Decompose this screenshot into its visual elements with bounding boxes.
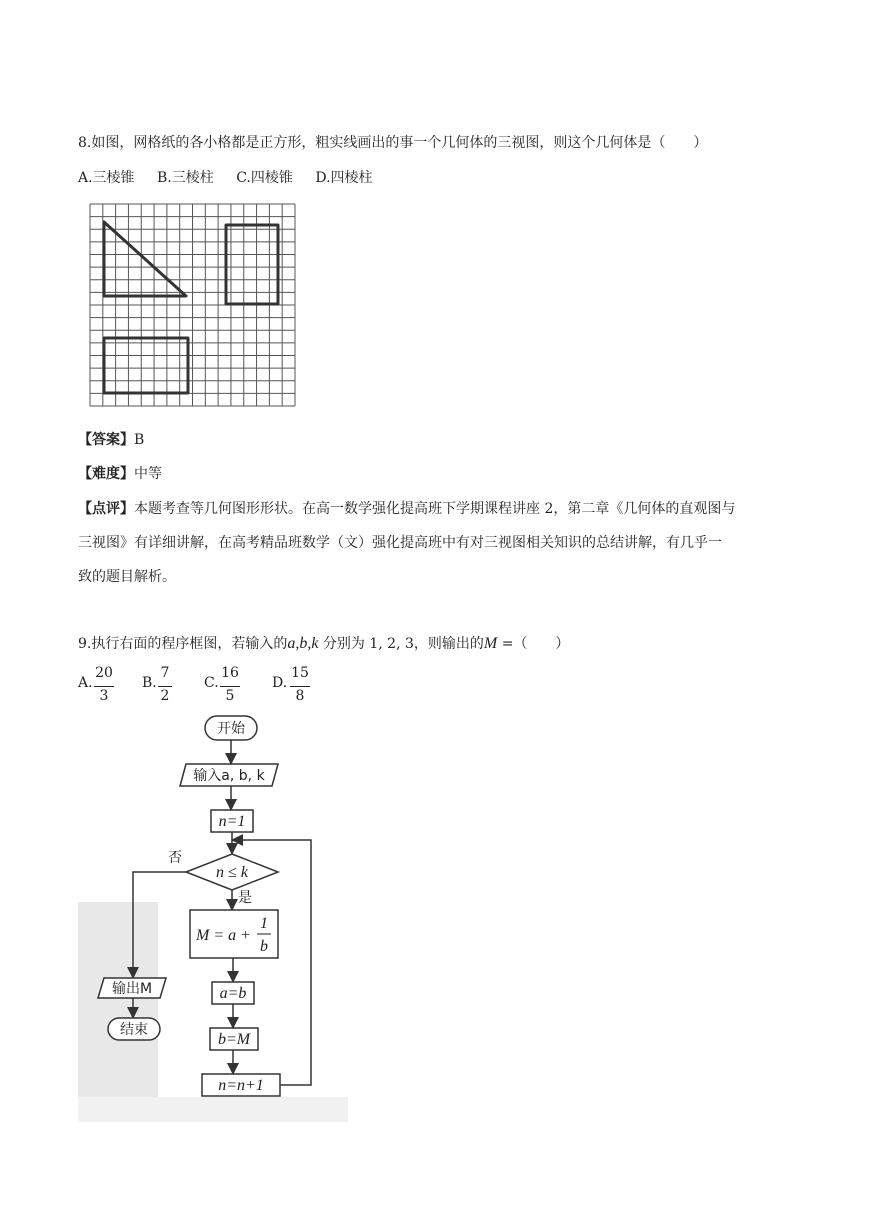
flow-output-text: 输出M <box>111 981 153 997</box>
q8-answer-line <box>78 430 144 450</box>
q8-option-a: A.三棱锥 <box>78 170 135 186</box>
flow-init-text: n=1 <box>218 813 246 830</box>
scanned-gray-patch <box>78 902 158 1107</box>
option-label: B. <box>142 675 157 691</box>
q8-comment-line2: 三视图》有详细讲解，在高考精品班数学（文）强化提高班中有对三视图相关知识的总结讲解，有几乎一 <box>78 535 722 551</box>
option-numerator: 7 <box>160 665 170 681</box>
flow-assign-b-text: b=M <box>217 1031 251 1048</box>
option-denominator: 8 <box>295 688 305 704</box>
option-denominator: 5 <box>225 688 235 704</box>
option-numerator: 20 <box>95 665 113 681</box>
q9-stem-mid: 分别为 1, 2, 3，则输出的 <box>322 636 484 652</box>
flow-assign-m-num: 1 <box>260 915 268 932</box>
top-view-rectangle <box>104 338 188 393</box>
option-label: A. <box>78 675 93 691</box>
three-view-grid-figure <box>86 200 311 412</box>
answer-value: B <box>134 432 145 448</box>
q8-comment-line3: 致的题目解析。 <box>78 569 176 585</box>
flow-assign-m-text: M = a + <box>196 927 251 944</box>
flow-assign-a-text: a=b <box>219 985 247 1002</box>
q9-option-b <box>142 665 182 705</box>
option-denominator: 2 <box>160 688 170 704</box>
q9-stem <box>78 634 569 654</box>
q8-options <box>78 168 391 188</box>
q9-option-d <box>272 665 312 705</box>
fraction-bar <box>290 686 310 687</box>
comment-text-1: 本题考查等几何图形形状。在高一数学强化提高班下学期课程讲座 2，第二章《几何体的直观图与 <box>134 501 736 517</box>
q9-stem-m: M <box>483 635 498 652</box>
flow-yes-label: 是 <box>238 890 252 906</box>
scanned-bottom-strip <box>78 1097 348 1122</box>
q8-option-b: B.三棱柱 <box>157 170 214 186</box>
fraction-bar <box>220 686 240 687</box>
front-view-triangle <box>104 222 186 296</box>
flow-input-text: 输入a, b, k <box>193 768 265 784</box>
q8-difficulty-line <box>78 464 162 484</box>
comment-tag: 【点评】 <box>78 501 134 517</box>
option-numerator: 16 <box>221 665 239 681</box>
flow-start-text: 开始 <box>217 721 245 737</box>
fraction-bar <box>158 686 172 687</box>
difficulty-value: 中等 <box>134 466 162 482</box>
q8-option-d: D.四棱柱 <box>315 170 373 186</box>
option-label: D. <box>272 675 288 691</box>
q9-option-a <box>78 665 118 705</box>
option-label: C. <box>204 675 219 691</box>
fraction-bar <box>94 686 114 687</box>
q8-option-c: C.四棱锥 <box>236 170 293 186</box>
q8-comment-line1 <box>78 499 735 519</box>
q9-stem-pre: 9.执行右面的程序框图，若输入的 <box>78 636 288 652</box>
q9-stem-post: =（ ） <box>501 636 570 652</box>
option-denominator: 3 <box>99 688 109 704</box>
flow-assign-m-den: b <box>260 938 268 955</box>
flow-condition-text: n ≤ k <box>216 864 248 881</box>
flow-increment-text: n=n+1 <box>218 1077 264 1094</box>
option-numerator: 15 <box>291 665 309 681</box>
q9-option-c <box>204 665 244 705</box>
difficulty-tag: 【难度】 <box>78 466 134 482</box>
answer-tag: 【答案】 <box>78 432 134 448</box>
flow-end-text: 结束 <box>120 1022 148 1038</box>
q8-stem: 8.如图，网格纸的各小格都是正方形，粗实线画出的事一个几何体的三视图，则这个几何体是（ ） <box>78 135 708 151</box>
q9-stem-vars: a,b,k <box>287 635 319 652</box>
program-flowchart <box>78 712 348 1122</box>
flow-no-label: 否 <box>168 850 182 866</box>
